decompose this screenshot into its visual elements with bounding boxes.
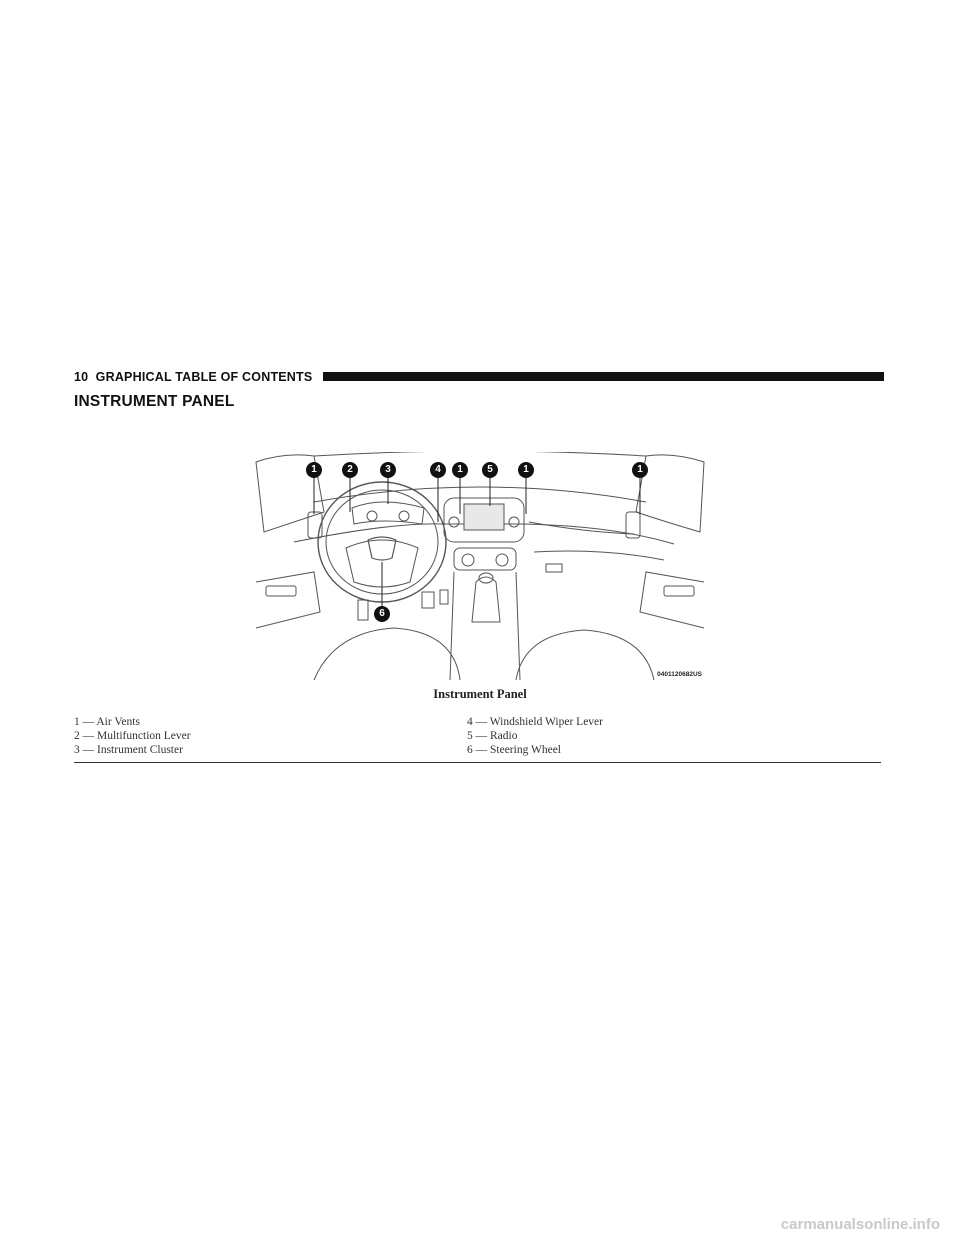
header-rule-bar [323,372,884,381]
legend-item-radio: 5 — Radio [467,730,518,742]
legend-item-steering-wheel: 6 — Steering Wheel [467,744,561,756]
header-text [74,369,312,385]
section-title: INSTRUMENT PANEL [74,393,235,410]
dashboard-drawing [254,452,706,680]
callout-2: 2 [342,462,358,478]
callout-1-center-left: 1 [452,462,468,478]
page-number: 10 [74,370,89,384]
legend-item-multifunction-lever: 2 — Multifunction Lever [74,730,191,742]
callout-3: 3 [380,462,396,478]
figure-caption: Instrument Panel [433,687,527,701]
watermark-link[interactable]: carmanualsonline.info [780,1216,940,1233]
callout-6: 6 [374,606,390,622]
callout-5: 5 [482,462,498,478]
legend-item-windshield-wiper-lever: 4 — Windshield Wiper Lever [467,716,603,728]
callout-4: 4 [430,462,446,478]
legend-bottom-rule [74,762,881,763]
callout-1-left: 1 [306,462,322,478]
legend-item-air-vents: 1 — Air Vents [74,716,140,728]
legend-item-instrument-cluster: 3 — Instrument Cluster [74,744,183,756]
instrument-panel-illustration [254,452,706,680]
legend-right-column [467,715,603,757]
callout-1-right: 1 [632,462,648,478]
callout-1-center-right: 1 [518,462,534,478]
page-header [74,369,884,385]
figure-code: 0401120682US [657,671,702,678]
legend-left-column [74,715,191,757]
section-name: GRAPHICAL TABLE OF CONTENTS [95,370,313,384]
